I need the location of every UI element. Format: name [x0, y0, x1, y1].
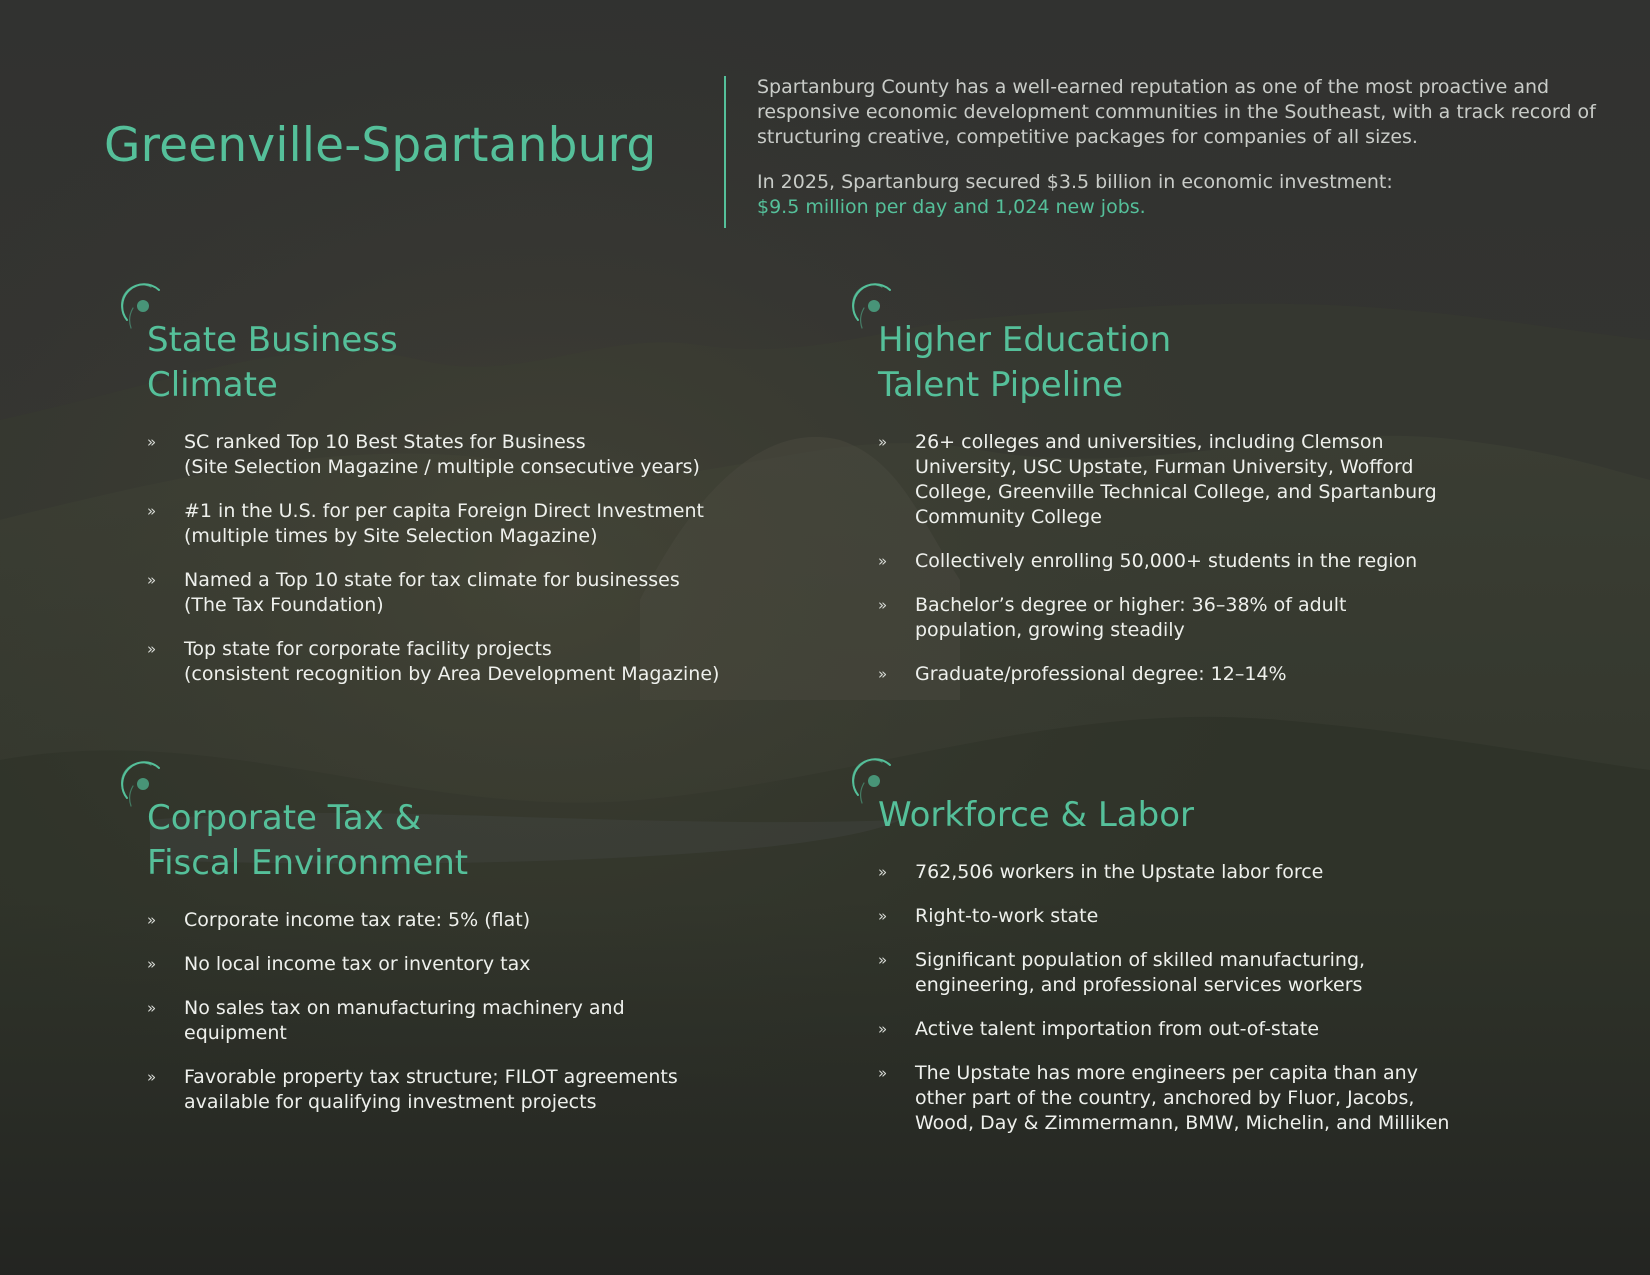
list-item-text: The Upstate has more engineers per capita than any — [915, 1062, 1418, 1084]
bullet-chevron-icon: » — [147, 1068, 157, 1086]
bullet-chevron-icon: » — [878, 951, 888, 969]
list-item-text: (Site Selection Magazine / multiple consecutive years) — [184, 456, 700, 478]
bullet-chevron-icon: » — [878, 1064, 888, 1082]
list-item — [147, 908, 678, 933]
section-list — [147, 430, 719, 687]
bullet-chevron-icon: » — [147, 502, 157, 520]
list-item — [878, 904, 1449, 929]
bullet-chevron-icon: » — [147, 999, 157, 1017]
section-list — [147, 908, 678, 1115]
list-item — [147, 430, 719, 480]
page-title: Greenville-Spartanburg — [104, 118, 657, 173]
list-item-text: Named a Top 10 state for tax climate for businesses — [184, 569, 680, 591]
list-item — [147, 499, 719, 549]
bullet-chevron-icon: » — [147, 911, 157, 929]
list-item-text: College, Greenville Technical College, and Spartanburg — [915, 481, 1437, 503]
list-item-text: Right-to-work state — [915, 905, 1099, 927]
list-item — [878, 549, 1437, 574]
list-item-text: Community College — [915, 506, 1102, 528]
list-item-text: Top state for corporate facility projects — [184, 638, 552, 660]
list-item — [878, 860, 1449, 885]
section-list — [878, 860, 1449, 1136]
bullet-chevron-icon: » — [878, 433, 888, 451]
header-divider — [724, 76, 726, 228]
list-item — [878, 430, 1437, 530]
list-item-text: University, USC Upstate, Furman University, Wofford — [915, 456, 1414, 478]
section-title — [147, 318, 719, 408]
section-badge-icon — [844, 278, 900, 334]
section-badge-icon — [844, 753, 900, 809]
list-item-text: Graduate/professional degree: 12–14% — [915, 663, 1287, 685]
bullet-chevron-icon: » — [878, 1020, 888, 1038]
list-item — [147, 1065, 678, 1115]
list-item-text: other part of the country, anchored by Fluor, Jacobs, — [915, 1087, 1415, 1109]
list-item-text: #1 in the U.S. for per capita Foreign Direct Investment — [184, 500, 704, 522]
list-item-text: Favorable property tax structure; FILOT agreements — [184, 1066, 678, 1088]
list-item-text: SC ranked Top 10 Best States for Business — [184, 431, 586, 453]
section-title-line: Fiscal Environment — [147, 843, 469, 883]
section-badge-icon — [113, 756, 169, 812]
investment-highlight: $9.5 million per day and 1,024 new jobs. — [757, 196, 1146, 218]
investment-text: In 2025, Spartanburg secured $3.5 billion in economic investment: — [757, 171, 1393, 193]
section-badge-icon — [113, 278, 169, 334]
section-title-line: Climate — [147, 365, 278, 405]
bullet-chevron-icon: » — [878, 552, 888, 570]
list-item-text: 762,506 workers in the Upstate labor force — [915, 861, 1324, 883]
bullet-chevron-icon: » — [878, 863, 888, 881]
investment-paragraph — [757, 170, 1607, 220]
section-higher-education — [878, 318, 1437, 706]
section-title-line: Talent Pipeline — [878, 365, 1124, 405]
section-list — [878, 430, 1437, 687]
list-item-text: (multiple times by Site Selection Magazine) — [184, 525, 598, 547]
list-item — [878, 948, 1449, 998]
section-title-line: Corporate Tax & — [147, 798, 422, 838]
section-title — [147, 796, 678, 886]
bullet-chevron-icon: » — [878, 907, 888, 925]
bullet-chevron-icon: » — [147, 433, 157, 451]
list-item-text: population, growing steadily — [915, 619, 1185, 641]
list-item — [147, 996, 678, 1046]
bullet-chevron-icon: » — [147, 955, 157, 973]
section-title-line: State Business — [147, 320, 398, 360]
intro-block — [757, 75, 1607, 240]
section-workforce-labor — [878, 793, 1449, 1155]
list-item-text: Collectively enrolling 50,000+ students in the region — [915, 550, 1418, 572]
list-item-text: Significant population of skilled manufacturing, — [915, 949, 1366, 971]
bullet-chevron-icon: » — [878, 596, 888, 614]
list-item-text: Bachelor’s degree or higher: 36–38% of adult — [915, 594, 1347, 616]
list-item — [878, 593, 1437, 643]
list-item-text: equipment — [184, 1022, 287, 1044]
list-item-text: No sales tax on manufacturing machinery and — [184, 997, 625, 1019]
list-item — [147, 568, 719, 618]
list-item — [878, 662, 1437, 687]
list-item-text: Wood, Day & Zimmermann, BMW, Michelin, and Milliken — [915, 1112, 1450, 1134]
list-item — [878, 1017, 1449, 1042]
section-state-business-climate — [147, 318, 719, 706]
list-item — [147, 952, 678, 977]
section-title-line: Higher Education — [878, 320, 1172, 360]
section-title — [878, 318, 1437, 408]
section-corporate-tax — [147, 796, 678, 1134]
list-item-text: 26+ colleges and universities, including Clemson — [915, 431, 1384, 453]
list-item-text: engineering, and professional services workers — [915, 974, 1363, 996]
list-item-text: Corporate income tax rate: 5% (flat) — [184, 909, 531, 931]
list-item-text: (The Tax Foundation) — [184, 594, 384, 616]
list-item — [878, 1061, 1449, 1136]
list-item-text: available for qualifying investment projects — [184, 1091, 597, 1113]
bullet-chevron-icon: » — [878, 665, 888, 683]
list-item-text: Active talent importation from out-of-state — [915, 1018, 1320, 1040]
list-item-text: (consistent recognition by Area Development Magazine) — [184, 663, 720, 685]
list-item — [147, 637, 719, 687]
bullet-chevron-icon: » — [147, 571, 157, 589]
bullet-chevron-icon: » — [147, 640, 157, 658]
section-title — [878, 793, 1449, 838]
list-item-text: No local income tax or inventory tax — [184, 953, 531, 975]
section-title-line: Workforce & Labor — [878, 795, 1194, 835]
intro-paragraph: Spartanburg County has a well-earned reputation as one of the most proactive and responsive economic development communities in the Southeast, with a track record of structuring creative, competitive packages for companies of all sizes. — [757, 76, 1596, 148]
